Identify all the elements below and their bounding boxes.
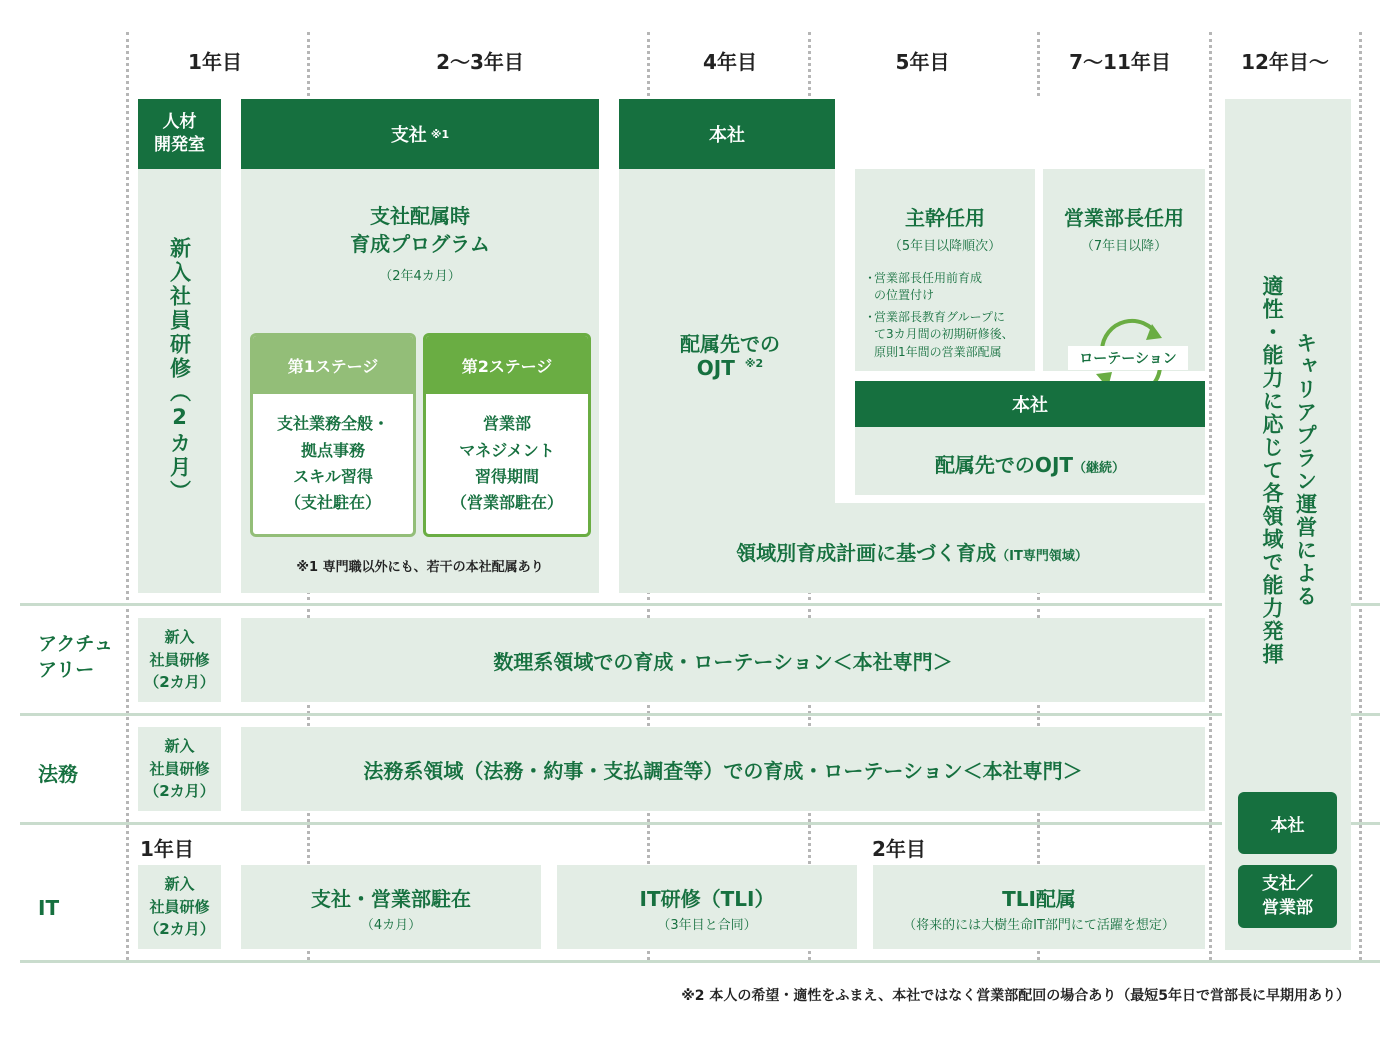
row-separator [1351,822,1380,825]
legal-main: 法務系領域（法務・約事・支払調査等）での育成・ローテーション＜本社専門＞ [241,727,1205,811]
header-jinzai [138,99,221,169]
stage1-label: 第1ステージ [253,336,413,394]
career-shisha [1238,865,1337,928]
stage2-body: 営業部 マネジメント 習得期間 （営業部駐在） [450,414,563,513]
ryoiki [619,537,1205,566]
it-box3-sub: （将来的には大樹生命IT部門にて活躍を想定） [903,918,1175,933]
rotation-label: ローテーション [1068,346,1188,370]
shukan-title: 主幹任用 [905,206,985,230]
year-label: 1年目 [188,50,242,74]
stage2-label: 第2ステージ [426,336,588,394]
it-box3-main: TLI配属 [1002,887,1076,911]
it-box1-main: 支社・営業部駐在 [311,887,471,911]
shukan-bullet: ・ 営業部長任用前育成 の位置付け [864,270,1034,305]
honsha2-label: 本社 [1012,395,1048,416]
stage2-card [423,333,591,537]
shukan-bullet-text: 営業部長任用前育成 の位置付け [874,271,983,303]
it-box1-sub: （4カ月） [360,918,422,933]
ojt-continue [855,449,1205,478]
ojt-note: ※2 [744,357,764,371]
header-shisha-note: ※1 [430,127,450,141]
legal-training: 新入 社員研修 （2カ月） [138,727,221,811]
header-jinzai-label: 人材 開発室 [154,112,205,155]
header-honsha-label: 本社 [709,125,745,146]
shisha-program-title: 支社配属時 育成プログラム [350,204,490,256]
it-year2: 2年目 [872,837,926,861]
row-separator [1351,713,1380,716]
footnote: ※2 本人の希望・適性をふまえ、本社ではなく営業部配回の場合あり（最短5年日で営部長に早期用あり） [681,988,1350,1004]
ojt-line1: 配属先での [680,332,780,356]
year-label: 7～11年目 [1069,50,1171,74]
header-shisha [241,99,599,169]
grid-line [1209,32,1212,960]
header-shisha-label: 支社 [390,125,427,146]
shukan-bullets [864,270,1034,361]
ojt-line2-wrap [640,356,820,380]
shisha-program-duration: （2年4カ月） [379,269,461,284]
it-box2-main: IT研修（TLI） [639,887,775,911]
row-separator [1351,603,1380,606]
new-training-label: 新入社員研修（2カ月） [167,236,192,504]
new-training-vertical [138,200,221,540]
year-label: 2～3年目 [436,50,524,74]
ryoiki-note: （IT専門領域） [996,549,1088,564]
ryoiki-main: 領域別育成計画に基づく育成 [736,541,997,565]
it-box3 [873,865,1205,949]
grid-line [126,32,129,960]
career-honsha-label: 本社 [1270,815,1305,836]
buchou-title: 営業部長任用 [1064,206,1184,230]
it-training: 新入 社員研修 （2カ月） [138,865,221,949]
stage1-body: 支社業務全般・ 拠点事務 スキル習得 （支社駐在） [276,414,389,513]
actuary-main: 数理系領域での育成・ローテーション＜本社専門＞ [241,618,1205,702]
shukan-sub: （5年目以降順次） [888,239,1002,254]
row-separator [20,713,1222,716]
buchou-sub: （7年目以降） [1080,239,1168,254]
it-box1 [241,865,541,949]
ojt-line2: OJT [696,356,735,380]
header-honsha [619,99,835,169]
shisha-note: ※1 専門職以外にも、若干の本社配属あり [296,560,544,575]
row-separator [20,960,1380,963]
stage1-card [250,333,416,537]
shukan-bullet: ・ 営業部長教育グループに て3カ月間の初期研修後、 原則1年間の営業部配属 [864,309,1034,361]
career-shisha-label: 支社／ 営業部 [1262,873,1313,918]
career-text-wrap [1225,260,1351,680]
it-box2-sub: （3年目と合同） [657,918,757,933]
row-separator [20,603,1222,606]
year-label: 5年目 [895,50,950,74]
row-label-actuary: アクチュ アリー [38,633,113,681]
it-box2 [557,865,857,949]
actuary-training: 新入 社員研修 （2カ月） [138,618,221,702]
grid-line [1359,32,1362,960]
it-year1: 1年目 [140,837,194,861]
row-label-legal: 法務 [38,762,78,786]
row-separator [20,822,1222,825]
ojt-continue-main: 配属先でのOJT [934,453,1074,477]
career-honsha [1238,792,1337,854]
ojt-continue-note: （継続） [1073,461,1126,476]
career-text: キャリアプラン運営による 適性・能力に応じて各領域で能力発揮 [1260,274,1318,666]
year-label: 4年目 [703,50,757,74]
honsha2-header [855,381,1205,427]
shukan-bullet-text: 営業部長教育グループに て3カ月間の初期研修後、 原則1年間の営業部配属 [874,309,1014,359]
row-label-it: IT [38,896,60,920]
year-label: 12年目～ [1241,50,1329,74]
